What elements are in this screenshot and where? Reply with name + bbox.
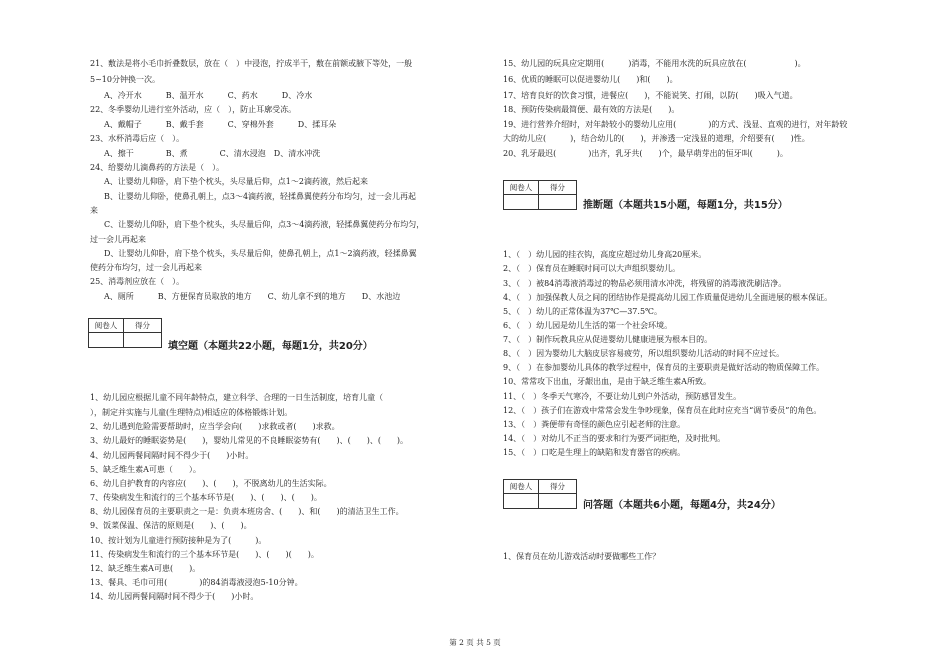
- fill-line-6: 6、幼儿自护教育的内容应( )、( )，不脱离幼儿的生活实际。: [90, 479, 332, 488]
- mc-line-11: C、让婴幼儿仰卧，肩下垫个枕头，头尽量后仰，点3～4滴药液，轻揉鼻翼使药分布均匀，: [104, 220, 425, 229]
- reviewer-label: 阅卷人: [504, 181, 539, 195]
- score-label: 得分: [539, 181, 576, 195]
- mc-line-13: D、让婴幼儿仰卧，肩下垫个枕头，头尽量后仰，使鼻孔朝上，点1～2滴药液，轻揉鼻翼: [104, 249, 417, 258]
- mc-line-16: A、厕所 B、方便保育员取放的地方 C、幼儿拿不到的地方 D、水池边: [104, 292, 401, 301]
- fill-line-3: 3、幼儿最好的睡眠姿势是( )，婴幼儿常见的不良睡眠姿势有( )、( )、( )。: [90, 436, 409, 445]
- page-footer: 第 2 页 共 5 页: [449, 638, 501, 647]
- mc-line-3: 22、冬季婴幼儿进行室外活动，应（ ），防止耳廓受冻。: [90, 105, 297, 114]
- reviewer-label: 阅卷人: [89, 319, 124, 333]
- fill-line-20: 大的幼儿应( )，结合幼儿的( )，并渗透一定浅显的道理，介绍要有( )性。: [503, 134, 810, 143]
- fill-line-16: 16、优质的睡眠可以促进婴幼儿( )和( )。: [503, 75, 678, 84]
- fill-section-heading: 填空题（本题共22小题，每题1分，共20分）: [168, 341, 373, 352]
- mc-line-5: 23、水杯消毒后应（ ）。: [90, 134, 185, 143]
- score-label: 得分: [539, 480, 576, 494]
- mc-line-7: 24、给婴幼儿滴鼻药的方法是（ ）。: [90, 163, 225, 172]
- qa-line-0: 1、保育员在幼儿游戏活动时要做哪些工作？: [503, 552, 661, 561]
- judge-line-2: 3、（ ）被84消毒液消毒过的物品必须用清水冲洗，将残留的消毒液洗刷洁净。: [503, 279, 787, 288]
- fill-line-5: 5、缺乏维生素A可患（ ）。: [90, 465, 201, 474]
- mc-line-0: 21、敷法是将小毛巾折叠数层，放在（ ）中浸泡，拧成半干，敷在前额或腋下等处，一般: [90, 59, 413, 68]
- judge-section-heading: 推断题（本题共15小题，每题1分，共15分）: [583, 200, 788, 211]
- reviewer-label: 阅卷人: [504, 480, 539, 494]
- mc-line-8: A、让婴幼儿仰卧，肩下垫个枕头，头尽量后仰，点1～2滴药液，然后起来: [104, 177, 368, 186]
- mc-line-12: 过一会儿再起来: [90, 235, 146, 244]
- qa-section-heading: 问答题（本题共6小题，每题4分，共24分）: [583, 500, 781, 511]
- mc-line-10: 来: [90, 206, 98, 215]
- fill-line-9: 9、饭菜保温、保洁的原则是( )、( )。: [90, 521, 252, 530]
- mc-line-2: A、冷开水 B、温开水 C、药水 D、冷水: [104, 91, 313, 100]
- judge-line-7: 8、（ ）因为婴幼儿大脑皮层容易疲劳，所以组织婴幼儿活动的时间不应过长。: [503, 349, 785, 358]
- judge-line-12: 13、（ ）粪便带有奇怪的颜色应引起老师的注意。: [503, 420, 686, 429]
- fill-line-14: 14、幼儿园两餐间隔时间不得少于( )小时。: [90, 592, 259, 601]
- judge-line-4: 5、（ ）幼儿的正常体温为37℃—37.5℃。: [503, 307, 662, 316]
- fill-line-12: 12、缺乏维生素A可患( )。: [90, 564, 201, 573]
- fill-line-4: 4、幼儿园两餐间隔时间不得少于( )小时。: [90, 451, 254, 460]
- judge-line-13: 14、（ ）对幼儿不正当的要求和行为要严词拒绝，及时批判。: [503, 434, 726, 443]
- fill-line-17: 17、培育良好的饮食习惯，进餐应( )，不能说笑、打闹，以防( )吸入气道。: [503, 91, 798, 100]
- judge-line-14: 15、（ ）口吃是生理上的缺陷和发育器官的疾病。: [503, 448, 686, 457]
- score-box-qa: [503, 479, 577, 509]
- judge-line-5: 6、（ ）幼儿园是幼儿生活的第一个社会环境。: [503, 321, 673, 330]
- fill-line-19: 19、进行营养介绍时，对年龄较小的婴幼儿应用( )的方式、浅显、直观的进行，对年龄较: [503, 120, 848, 129]
- fill-line-21: 20、乳牙最迟( )出齐，乳牙共( )个，最早萌芽出的恒牙叫( )。: [503, 149, 788, 158]
- judge-line-8: 9、（ ）在参加婴幼儿具体的教学过程中，保育员的主要职责是做好活动的物质保障工作。: [503, 363, 825, 372]
- score-box-judge: [503, 180, 577, 210]
- judge-line-0: 1、（ ）幼儿园的挂衣钩，高度应超过幼儿身高20厘米。: [503, 250, 707, 259]
- judge-line-3: 4、（ ）加强保教人员之间的团结协作是提高幼儿园工作质量促进幼儿全面进展的根本保证。: [503, 293, 833, 302]
- fill-line-18: 18、预防传染病最简便、最有效的方法是( )。: [503, 105, 680, 114]
- judge-line-6: 7、（ ）制作玩教具应从促进婴幼儿健康进展为根本目的。: [503, 335, 713, 344]
- judge-line-10: 11、（ ）冬季天气寒冷，不要让幼儿到户外活动，预防感冒发生。: [503, 392, 742, 401]
- fill-line-15: 15、幼儿园的玩具应定期用( )消毒，不能用水洗的玩具应放在( )。: [503, 59, 806, 68]
- fill-line-13: 13、餐具、毛巾可用( )的84消毒液浸泡5-10分钟。: [90, 578, 303, 587]
- fill-line-7: 7、传染病发生和流行的三个基本环节是( )、( )、( )。: [90, 493, 322, 502]
- mc-line-1: 5~10分钟换一次。: [90, 75, 160, 84]
- fill-line-8: 8、幼儿园保育员的主要职责之一是：负责本班房舍、( )、和( )的清洁卫生工作。: [90, 507, 404, 516]
- mc-line-4: A、戴帽子 B、戴手套 C、穿棉外套 D、揉耳朵: [104, 120, 337, 129]
- fill-line-1: ），制定并实施与儿童(生理特点)相适应的体格锻炼计划。: [90, 408, 293, 417]
- score-label: 得分: [124, 319, 161, 333]
- fill-line-2: 2、幼儿遇到危险需要帮助时，应当学会向( )求救或者( )求救。: [90, 422, 340, 431]
- mc-line-15: 25、消毒剂应放在（ ）。: [90, 277, 185, 286]
- fill-line-11: 11、传染病发生和流行的三个基本环节是( )、( )( )。: [90, 550, 319, 559]
- mc-line-9: B、让婴幼儿仰卧，使鼻孔朝上，点3～4滴药液，轻揉鼻翼使药分布均匀，过一会儿再起: [104, 192, 417, 201]
- judge-line-1: 2、（ ）保育员在睡眠时间可以大声组织婴幼儿。: [503, 264, 681, 273]
- judge-line-11: 12、（ ）孩子们在游戏中常常会发生争吵现象，保育员在此时应充当“调节委员”的角色。: [503, 406, 822, 415]
- judge-line-9: 10、常常攻下出血，牙龈出血，是由于缺乏维生素A所致。: [503, 377, 711, 386]
- fill-line-10: 10、按计划为儿童进行预防接种是为了( )。: [90, 536, 267, 545]
- score-box-fill: [88, 318, 162, 348]
- fill-line-0: 1、幼儿园应根据儿童不同年龄特点，建立科学、合理的一日生活制度，培育儿童（: [90, 393, 400, 402]
- mc-line-6: A、擦干 B、煮 C、清水浸泡 D、清水冲洗: [104, 149, 321, 158]
- mc-line-14: 使药分布均匀，过一会儿再起来: [90, 263, 202, 272]
